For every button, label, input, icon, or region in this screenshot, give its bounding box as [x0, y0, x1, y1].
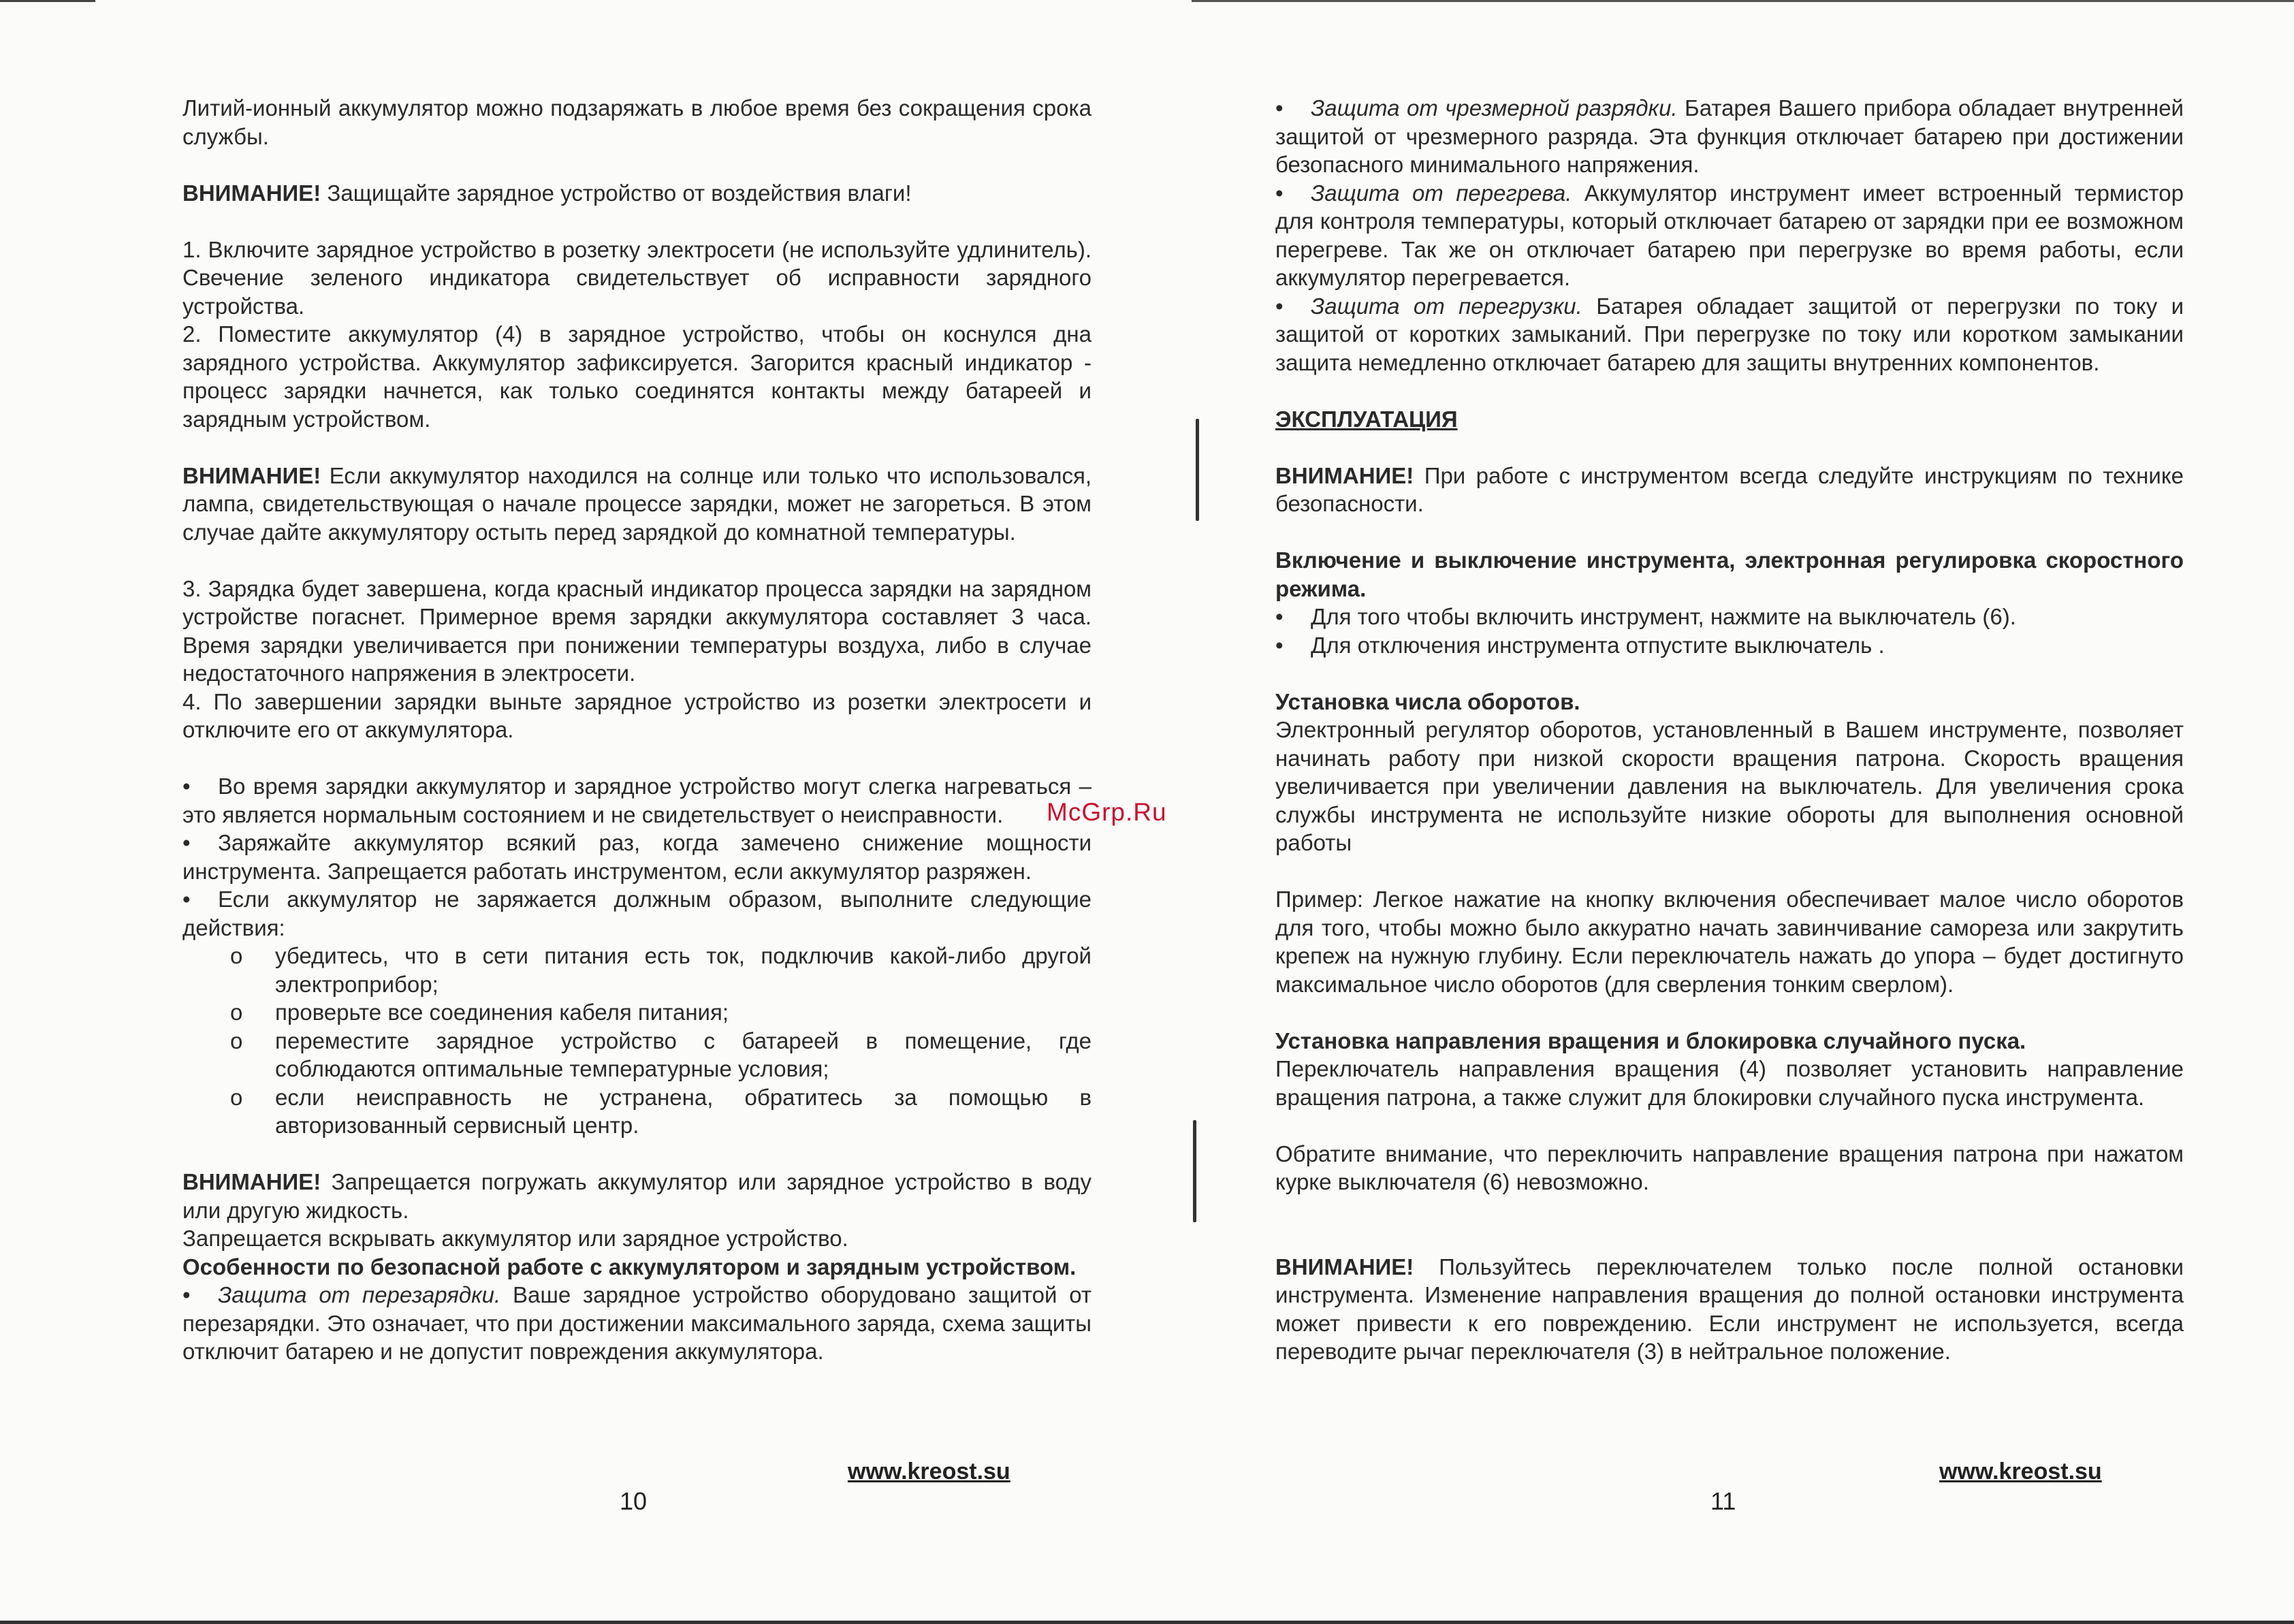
bullet-recharge: • Заряжайте аккумулятор всякий раз, когда замечено снижение мощности инструмента. Запрещается работать инструментом, если аккумулятор разряжен. [182, 830, 1092, 884]
sub-item-service: o если неисправность не устранена, обратитесь за помощью в авторизованный сервисный центр. [230, 1084, 1092, 1138]
sub-item-cable: o проверьте все соединения кабеля питания; [230, 1000, 729, 1025]
warning-label: ВНИМАНИЕ! [1275, 1254, 1414, 1279]
bullet-not-charging: • Если аккумулятор не заряжается должным образом, выполните следующие действия: [182, 887, 1092, 940]
warning-moisture: ВНИМАНИЕ! Защищайте зарядное устройство от воздействия влаги! [182, 180, 912, 206]
site-link-left[interactable]: www.kreost.su [848, 1459, 1010, 1484]
warning-label: ВНИМАНИЕ! [182, 180, 321, 206]
right-page [1275, 94, 2184, 1366]
bullet-overload: • Защита от перегрузки. Батарея обладает защитой от перегрузки по току и защитой от коротких замыканий. При перегрузке по току или коротком замыкании защита немедленно отключает батарею для защиты внутренних компонентов. [1275, 293, 2184, 375]
safety-heading: Особенности по безопасной работе с аккумулятором и зарядным устройством. [182, 1254, 1077, 1279]
onoff-heading: Включение и выключение инструмента, электронная регулировка скоростного режима. [1275, 547, 2184, 601]
direction-note: Обратите внимание, что переключить направление вращения патрона при нажатом курке выключателя (6) невозможно. [1275, 1141, 2184, 1194]
bullet-switch-off: • Для отключения инструмента отпустите выключатель . [1275, 632, 1885, 658]
staple-bottom [1193, 1120, 1196, 1222]
speed-paragraph: Электронный регулятор оборотов, установленный в Вашем инструменте, позволяет начинать работу при низкой скорости вращения патрона. Скорость вращения увеличивается при увеличении давления на выключатель. Для увеличения срока службы инструмента не используйте низкие обороты для выполнения основной работы [1275, 717, 2184, 855]
warning-safety: ВНИМАНИЕ! При работе с инструментом всегда следуйте инструкциям по технике безопасности. [1275, 462, 2184, 516]
bullet-overdischarge: • Защита от чрезмерной разрядки. Батарея Вашего прибора обладает внутренней защитой от чрезмерного разряда. Эта функция отключает батарею при достижении безопасного минимального напряжения. [1275, 95, 2184, 177]
direction-paragraph: Переключатель направления вращения (4) позволяет установить направление вращения патрона, а также служит для блокировки случайного пуска инструмента. [1275, 1056, 2184, 1110]
scan-edge-bottom [0, 1621, 2294, 1624]
intro-paragraph: Литий-ионный аккумулятор можно подзаряжать в любое время без сокращения срока службы. [182, 95, 1092, 149]
section-title: ЭКСПЛУАТАЦИЯ [1275, 406, 1458, 432]
bullet-overcharge: • Защита от перезарядки. Ваше зарядное устройство оборудовано защитой от перезарядки. Это означает, что при достижении максимального заряда, схема защиты отключит батарею и не допустит повреждения аккумулятора. [182, 1282, 1092, 1364]
step-1: 1. Включите зарядное устройство в розетку электросети (не используйте удлинитель). Свечение зеленого индикатора свидетельствует об исправности зарядного устройства. [182, 236, 1092, 319]
bullet-overheat: • Защита от перегрева. Аккумулятор инструмент имеет встроенный термистор для контроля температуры, который отключает батарею от зарядки при ее возможном перегреве. Так же он отключает батарею при перегрузке во время работы, если аккумулятор перегревается. [1275, 180, 2184, 290]
no-open-paragraph: Запрещается вскрывать аккумулятор или зарядное устройство. [182, 1226, 848, 1251]
step-2: 2. Поместите аккумулятор (4) в зарядное устройство, чтобы он коснулся дна зарядного устройства. Аккумулятор зафиксируется. Загорится красный индикатор - процесс зарядки начнется, как только соединятся контакты между батареей и зарядным устройством. [182, 321, 1092, 432]
bullet-switch-on: • Для того чтобы включить инструмент, нажмите на выключатель (6). [1275, 604, 2016, 629]
warning-label: ВНИМАНИЕ! [1275, 462, 1414, 488]
direction-heading: Установка направления вращения и блокировка случайного пуска. [1275, 1028, 2026, 1053]
step-4: 4. По завершении зарядки выньте зарядное устройство из розетки электросети и отключите его от аккумулятора. [182, 688, 1092, 742]
scan-edge-top-right [1192, 0, 2294, 2]
scan-edge-top-left [0, 0, 95, 2]
sub-item-power: o убедитесь, что в сети питания есть ток, подключив какой-либо другой электроприбор; [230, 943, 1092, 997]
example-paragraph: Пример: Легкое нажатие на кнопку включения обеспечивает малое число оборотов для того, чтобы можно было аккуратно начать завинчивание самореза или закрутить крепеж на нужную глубину. Если переключатель нажать до упора – будет достигнуто максимальное число оборотов (для сверления тонким сверлом). [1275, 887, 2184, 997]
bullet-heating: • Во время зарядки аккумулятор и зарядное устройство могут слегка нагреваться – это является нормальным состоянием и не свидетельствует о неисправности. [182, 774, 1092, 827]
speed-heading: Установка числа оборотов. [1275, 688, 1580, 714]
step-3: 3. Зарядка будет завершена, когда красный индикатор процесса зарядки на зарядном устройстве погаснет. Примерное время зарядки аккумулятора составляет 3 часа. Время зарядки увеличивается при понижении температуры воздуха, либо в случае недостаточного напряжения в электросети. [182, 575, 1092, 686]
page-number-left: 10 [620, 1487, 648, 1515]
sub-item-move: o переместите зарядное устройство с батареей в помещение, где соблюдаются оптимальные температурные условия; [230, 1028, 1092, 1081]
watermark: McGrp.Ru [1047, 798, 1167, 826]
warning-switch: ВНИМАНИЕ! Пользуйтесь переключателем только после полной остановки инструмента. Изменение направления вращения до полной остановки инструмента может привести к его повреждению. Если инструмент не используется, всегда переводите рычаг переключателя (3) в нейтральное положение. [1275, 1254, 2184, 1364]
site-link-right[interactable]: www.kreost.su [1939, 1459, 2102, 1484]
warning-label: ВНИМАНИЕ! [182, 1169, 321, 1194]
staple-top [1196, 419, 1199, 521]
warning-sun: ВНИМАНИЕ! Если аккумулятор находился на солнце или только что использовался, лампа, свидетельствующая о начале процессе зарядки, может не загореться. В этом случае дайте аккумулятору остыть перед зарядкой до комнатной температуры. [182, 462, 1092, 545]
left-page [182, 94, 1092, 1366]
page-number-right: 11 [1710, 1487, 1736, 1515]
warning-label: ВНИМАНИЕ! [182, 462, 321, 488]
warning-water: ВНИМАНИЕ! Запрещается погружать аккумулятор или зарядное устройство в воду или другую жидкость. [182, 1169, 1092, 1223]
